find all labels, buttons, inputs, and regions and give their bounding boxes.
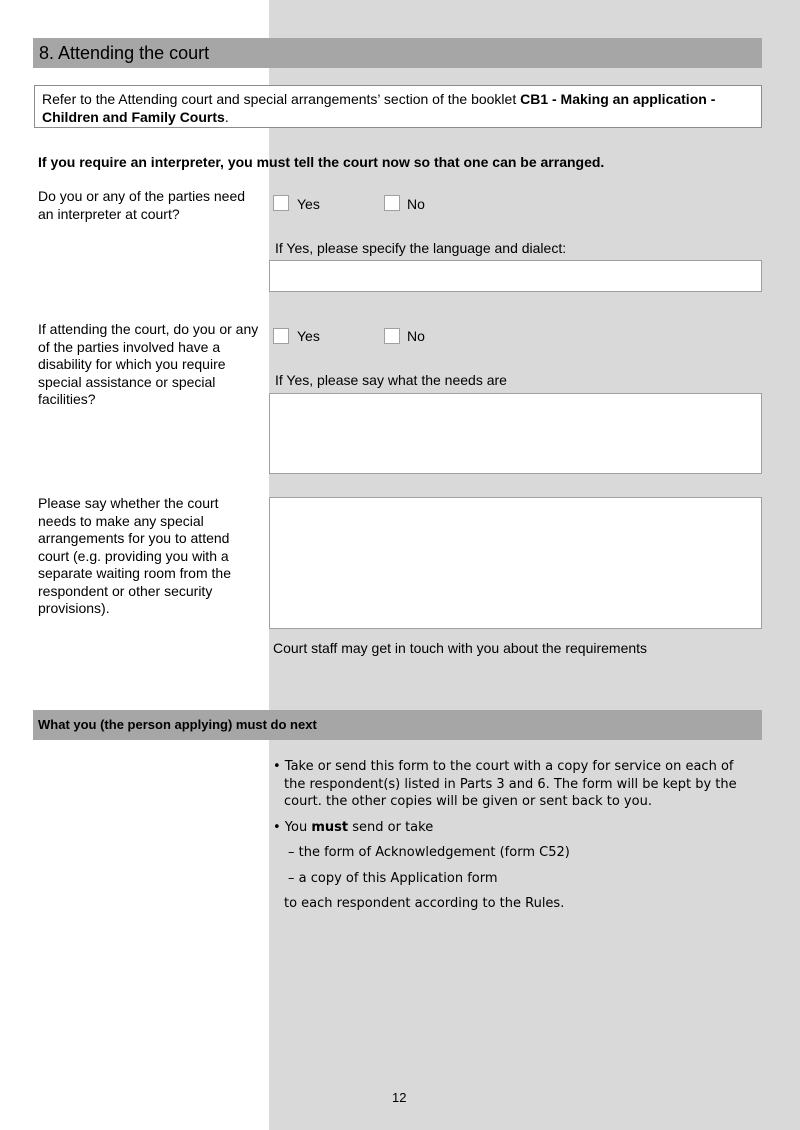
needs-field-label: If Yes, please say what the needs are [275,372,507,388]
interpreter-note: If you require an interpreter, you must tell the court now so that one can be arranged. [38,154,605,170]
next-steps-content [273,758,753,913]
disability-no-label: No [407,328,425,344]
refer-text: Refer to the Attending court and special arrangements’ section of the booklet [42,91,521,107]
next-steps-header: What you (the person applying) must do next [33,710,762,740]
dash-application-copy: – a copy of this Application form [288,870,498,886]
interpreter-yes-checkbox[interactable] [273,195,289,211]
refer-box [34,85,762,128]
language-dialect-input[interactable] [269,260,762,292]
needs-input[interactable] [269,393,762,474]
page-number: 12 [392,1090,407,1105]
section-title: 8. Attending the court [33,38,762,68]
bullet-must-send [273,819,753,837]
court-staff-note: Court staff may get in touch with you about the requirements [273,640,648,656]
question-interpreter: Do you or any of the parties need an interpreter at court? [38,188,246,222]
dash-acknowledgement: – the form of Acknowledgement (form C52) [288,845,570,860]
question-disability: If attending the court, do you or any of the parties involved have a disability for which you require special assistance or special facilities? [38,321,259,407]
interpreter-yes-label: Yes [297,196,320,212]
bullet-must-emphasis: must [311,819,349,835]
refer-text-end: . [224,109,229,125]
interpreter-no-checkbox[interactable] [384,195,400,211]
interpreter-no-label: No [407,196,425,212]
bullet-take-or-send: • Take or send this form to the court with a copy for service on each of the respondent(s) listed in Parts 3 and 6. The form will be kept by the court. the other copies will be given or sent back to you. [273,759,737,809]
disability-yes-checkbox[interactable] [273,328,289,344]
special-arrangements-input[interactable] [269,497,762,629]
language-field-label: If Yes, please specify the language and dialect: [275,240,567,256]
closing-text: to each respondent according to the Rules. [284,896,565,911]
bullet-must-text-end: send or take [348,819,434,835]
disability-yes-label: Yes [297,328,320,344]
question-special-arrangements: Please say whether the court needs to make any special arrangements for you to attend court (e.g. providing you with a separate waiting room from the respondent or other security provisions). [38,495,231,616]
bullet-must-text: • You [273,819,312,835]
disability-no-checkbox[interactable] [384,328,400,344]
refer-booklet-name: CB1 - Making an application - Children and Family Courts [42,91,716,125]
